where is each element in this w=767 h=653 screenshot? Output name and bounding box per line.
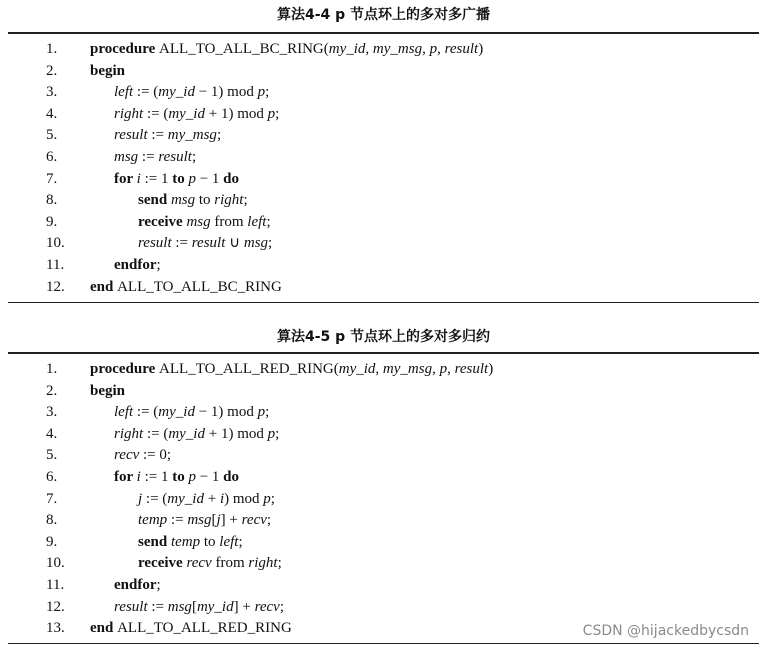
variable: i	[136, 469, 141, 485]
code-token: ;	[275, 105, 280, 122]
code-text	[138, 211, 271, 233]
keyword: do	[223, 170, 240, 187]
code-text	[114, 81, 269, 103]
code-token: + 1) mod	[204, 425, 268, 442]
code-token: ) mod	[224, 490, 264, 507]
variable: temp	[170, 533, 201, 550]
variable: right	[114, 425, 144, 442]
keyword: begin	[90, 62, 126, 79]
variable: p	[257, 404, 266, 421]
variable: msg	[167, 598, 192, 615]
code-token: ,	[422, 41, 430, 57]
code-text	[114, 146, 196, 168]
code-token: ALL_TO_ALL_RED_RING(	[159, 361, 339, 377]
code-token: ALL_TO_ALL_BC_RING	[117, 278, 282, 295]
code-token: ;	[268, 235, 273, 252]
variable: p	[267, 105, 276, 122]
code-token: ;	[265, 84, 270, 101]
variable: p	[263, 490, 271, 507]
code-token: ,	[447, 361, 455, 377]
line-number: 3.	[46, 84, 58, 101]
variable: recv	[114, 447, 140, 464]
code-token: to	[200, 533, 220, 550]
code-token: ,	[365, 41, 373, 57]
variable: p	[257, 84, 266, 101]
keyword: receive	[138, 555, 187, 572]
variable: left	[114, 404, 134, 421]
variable: msg	[170, 192, 196, 209]
line-number: 7.	[46, 490, 58, 507]
keyword: send	[138, 533, 171, 550]
line-number: 7.	[46, 170, 58, 187]
variable: recv	[241, 512, 267, 529]
code-text	[90, 38, 483, 60]
line-number: 6.	[46, 469, 58, 485]
code-token: ;	[216, 127, 222, 144]
keyword: do	[223, 469, 240, 485]
keyword: end	[90, 278, 118, 295]
variable: left	[247, 213, 267, 230]
line-number: 5.	[46, 447, 58, 464]
line-number: 1.	[46, 361, 58, 377]
variable: j	[216, 512, 221, 529]
variable: temp	[138, 512, 168, 529]
code-text	[138, 189, 248, 211]
keyword: endfor	[114, 577, 157, 593]
code-text	[90, 617, 292, 639]
variable: j	[138, 490, 143, 507]
keyword: begin	[90, 382, 126, 399]
variable: msg	[186, 213, 211, 230]
variable: right	[248, 555, 278, 572]
code-text	[114, 124, 221, 146]
code-token: ;	[279, 598, 285, 615]
code-token: ;	[277, 555, 282, 572]
variable: my_id	[158, 404, 195, 421]
code-token: ] +	[220, 512, 242, 529]
variable: p	[188, 170, 196, 187]
code-token: ;	[275, 425, 280, 442]
line-number: 9.	[46, 533, 58, 550]
code-token: ;	[266, 213, 271, 230]
code-text	[114, 423, 279, 445]
variable: my_msg	[382, 361, 433, 377]
variable: my_id	[196, 598, 234, 615]
line-number: 13.	[46, 620, 65, 637]
line-number: 9.	[46, 213, 58, 230]
code-text	[114, 401, 269, 423]
code-token: [	[211, 512, 217, 529]
code-token: :=	[167, 512, 188, 529]
keyword: for	[114, 469, 137, 485]
keyword: receive	[138, 213, 187, 230]
line-number: 5.	[46, 127, 58, 144]
code-token: )	[478, 41, 484, 57]
code-token: +	[203, 490, 220, 507]
line-number: 8.	[46, 192, 58, 209]
code-token: ∪	[225, 235, 244, 252]
code-text	[114, 168, 239, 190]
code-token: := (	[143, 425, 169, 442]
code-text	[114, 103, 279, 125]
variable: i	[219, 490, 225, 507]
variable: p	[429, 41, 438, 57]
algo1-bottom-rule	[8, 302, 759, 303]
code-token: ;	[238, 533, 243, 550]
code-token: − 1	[195, 170, 224, 187]
code-token: ,	[432, 361, 440, 377]
code-token: := (	[133, 84, 159, 101]
algo2-title: 算法4-5 p 节点环上的多对多归约	[276, 329, 491, 345]
variable: my_id	[158, 84, 195, 101]
variable: result	[138, 235, 172, 252]
variable: msg	[243, 235, 269, 252]
variable: result	[158, 149, 192, 165]
code-text	[114, 596, 284, 618]
variable: right	[214, 192, 244, 209]
line-number: 12.	[46, 278, 65, 295]
code-token: := 0;	[139, 447, 172, 464]
code-token: − 1	[195, 469, 224, 485]
code-token: ALL_TO_ALL_BC_RING(	[159, 41, 329, 57]
line-number: 11.	[46, 257, 65, 273]
code-token: := (	[142, 490, 168, 507]
line-number: 12.	[46, 598, 65, 615]
code-token: := (	[143, 105, 169, 122]
line-number: 8.	[46, 512, 58, 529]
code-token: :=	[147, 127, 168, 144]
code-text	[138, 552, 282, 574]
variable: my_id	[167, 490, 204, 507]
line-number: 1.	[46, 41, 58, 57]
code-token: ;	[156, 577, 161, 593]
algo1-title: 算法4-4 p 节点环上的多对多广播	[276, 7, 491, 23]
code-token: ;	[265, 404, 270, 421]
variable: right	[114, 105, 144, 122]
variable: msg	[187, 512, 212, 529]
code-token: := 1	[140, 170, 173, 187]
keyword: to	[172, 170, 189, 187]
algo2-bottom-rule	[8, 643, 759, 644]
variable: my_id	[338, 361, 376, 377]
code-text	[138, 509, 271, 531]
watermark: CSDN @hijackedbycsdn	[582, 623, 749, 639]
code-token: ;	[266, 512, 272, 529]
code-text	[114, 574, 161, 596]
keyword: procedure	[90, 361, 160, 377]
code-token: ] +	[233, 598, 255, 615]
keyword: for	[114, 170, 137, 187]
keyword: endfor	[114, 257, 157, 273]
code-token: ;	[191, 149, 197, 165]
variable: result	[444, 41, 479, 57]
code-text	[90, 380, 125, 402]
keyword: to	[172, 469, 189, 485]
variable: my_msg	[167, 127, 217, 144]
variable: my_id	[168, 425, 205, 442]
line-number: 2.	[46, 382, 58, 399]
code-token: :=	[147, 598, 168, 615]
code-text	[114, 444, 171, 466]
line-number: 10.	[46, 555, 65, 572]
code-token: − 1) mod	[194, 404, 258, 421]
variable: result	[114, 127, 148, 144]
code-text	[138, 488, 275, 510]
code-token: to	[195, 192, 215, 209]
code-token: ;	[243, 192, 248, 209]
algo2-top-rule	[8, 352, 759, 354]
code-token: )	[488, 361, 494, 377]
variable: msg	[114, 149, 139, 165]
line-number: 3.	[46, 404, 58, 421]
code-token: ;	[156, 257, 161, 273]
line-number: 6.	[46, 149, 58, 165]
code-token: from	[211, 555, 249, 572]
algo1-top-rule	[8, 32, 759, 34]
variable: p	[439, 361, 448, 377]
code-token: ,	[375, 361, 383, 377]
code-token: := (	[133, 404, 159, 421]
code-text	[90, 276, 282, 298]
code-token: ,	[437, 41, 445, 57]
variable: recv	[186, 555, 212, 572]
code-text	[90, 358, 493, 380]
code-token: ALL_TO_ALL_RED_RING	[117, 620, 292, 637]
line-number: 4.	[46, 105, 58, 122]
variable: my_id	[168, 105, 205, 122]
line-number: 4.	[46, 425, 58, 442]
code-text	[138, 531, 243, 553]
line-number: 10.	[46, 235, 65, 252]
code-text	[114, 254, 161, 276]
code-text	[90, 60, 125, 82]
variable: recv	[254, 598, 280, 615]
code-text	[138, 232, 272, 254]
code-token: [	[191, 598, 197, 615]
variable: left	[219, 533, 239, 550]
code-token: := 1	[140, 469, 173, 485]
keyword: procedure	[90, 41, 160, 57]
code-token: :=	[171, 235, 192, 252]
code-token: − 1) mod	[194, 84, 258, 101]
keyword: send	[138, 192, 171, 209]
variable: i	[136, 170, 141, 187]
variable: left	[114, 84, 134, 101]
keyword: end	[90, 620, 118, 637]
variable: p	[267, 425, 276, 442]
variable: my_id	[328, 41, 366, 57]
line-number: 11.	[46, 577, 65, 593]
line-number: 2.	[46, 62, 58, 79]
variable: result	[114, 598, 148, 615]
code-token: + 1) mod	[204, 105, 268, 122]
variable: my_msg	[372, 41, 423, 57]
code-token: from	[210, 213, 248, 230]
code-token: ;	[270, 490, 275, 507]
code-text	[114, 466, 239, 488]
variable: p	[188, 469, 196, 485]
variable: result	[454, 361, 489, 377]
variable: result	[191, 235, 226, 252]
code-token: :=	[138, 149, 159, 165]
